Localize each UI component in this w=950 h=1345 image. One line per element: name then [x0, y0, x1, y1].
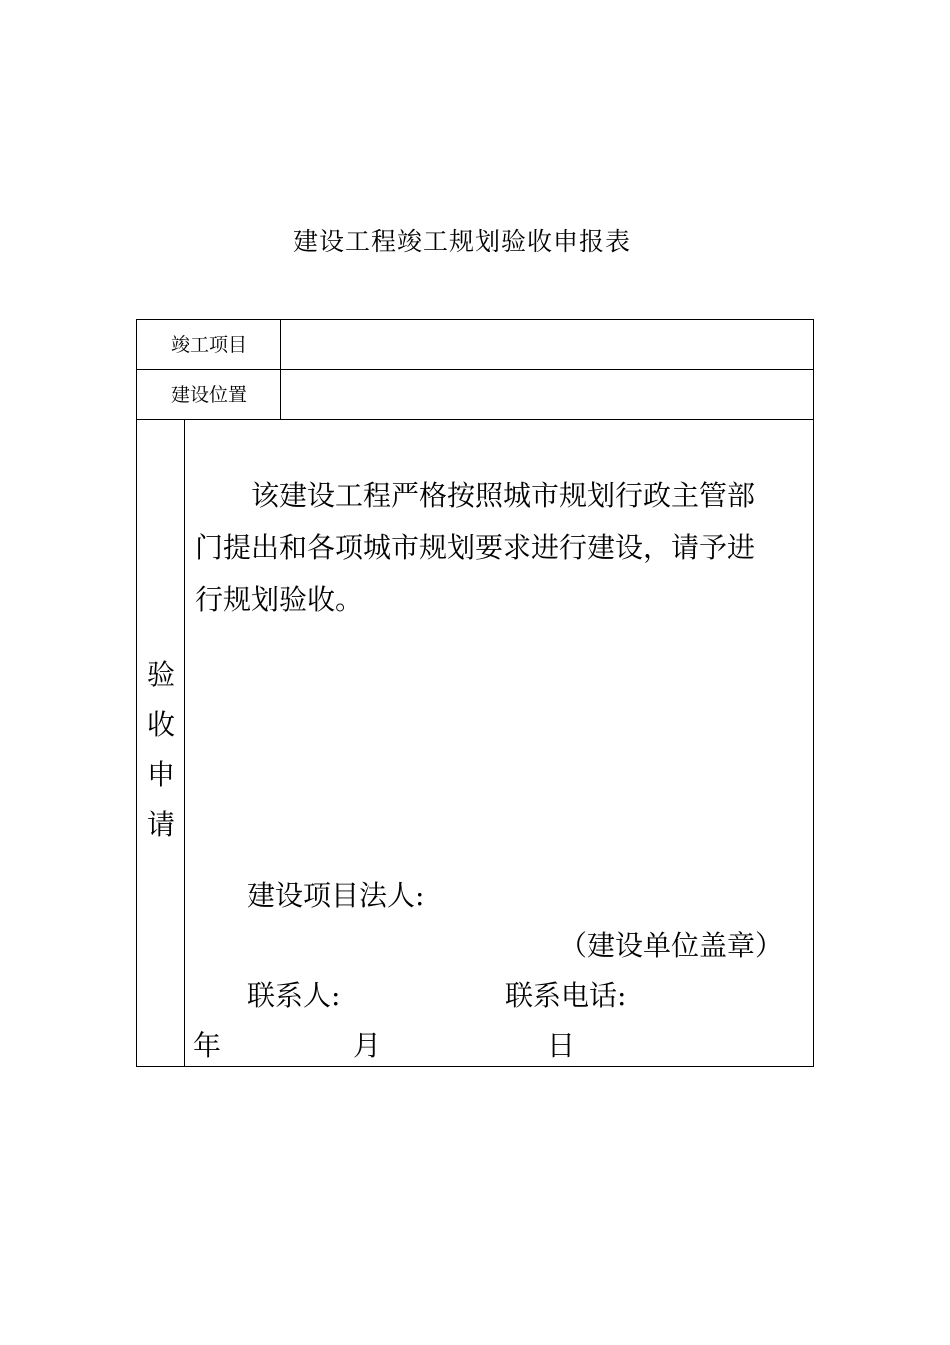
side-label-char: 验: [146, 658, 175, 691]
project-value-field[interactable]: [283, 322, 811, 368]
date-day-label: 日: [547, 1029, 576, 1062]
side-label-char: 请: [146, 808, 175, 841]
date-month-label: 月: [353, 1029, 382, 1062]
application-form-table: [136, 319, 814, 1067]
application-statement: 该建设工程严格按照城市规划行政主管部门提出和各项城市规划要求进行建设，请予进行规划验收。: [195, 479, 756, 616]
location-value-field[interactable]: [283, 372, 811, 418]
application-side-label: [137, 650, 185, 850]
date-year-label: 年: [193, 1029, 222, 1062]
contact-phone-label: 联系电话:: [505, 979, 627, 1012]
side-label-char: 申: [146, 758, 175, 791]
contact-person-label: 联系人:: [247, 979, 341, 1012]
side-label-char: 收: [146, 708, 175, 741]
location-label: 建设位置: [170, 384, 247, 406]
page-title: 建设工程竣工规划验收申报表: [292, 227, 631, 256]
legal-person-label: 建设项目法人:: [247, 879, 425, 912]
project-label: 竣工项目: [170, 334, 247, 356]
seal-label: （建设单位盖章）: [559, 929, 784, 962]
